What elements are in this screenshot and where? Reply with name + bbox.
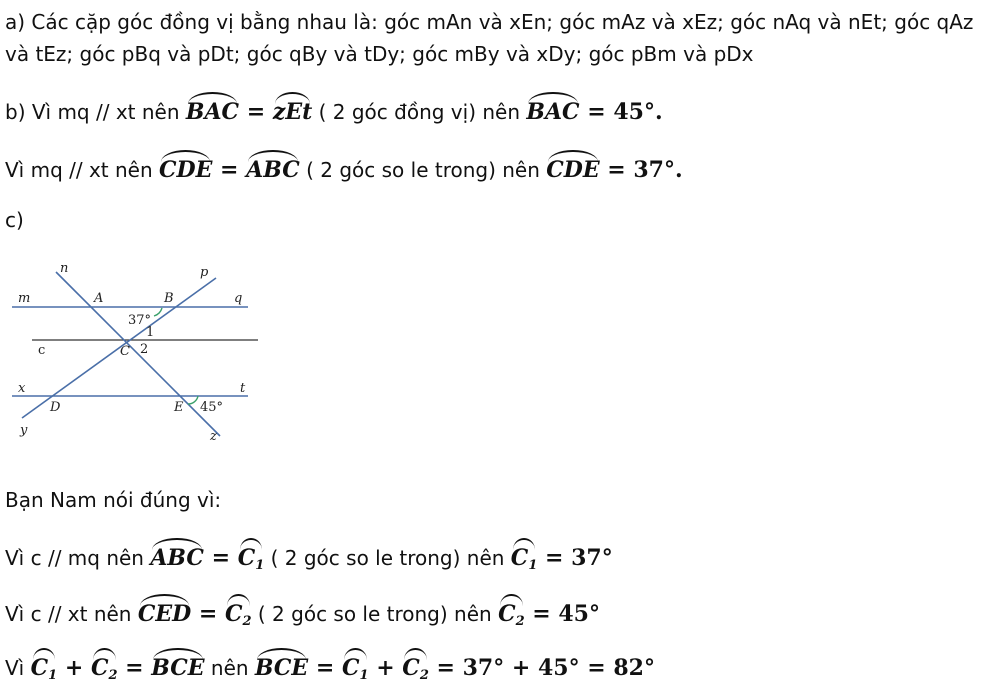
angle-bac: BAC	[186, 92, 239, 126]
angle-ced: CED	[138, 594, 191, 628]
angle-c1	[342, 648, 369, 690]
sub: 2	[108, 668, 118, 683]
label-b: B	[164, 291, 174, 306]
text: ( 2 góc so le trong) nên	[299, 158, 547, 182]
c: C	[237, 545, 256, 571]
part-b-line-2	[5, 150, 683, 184]
plus: +	[368, 655, 403, 681]
geometry-figure	[8, 258, 258, 448]
value: = 37°	[537, 545, 613, 571]
angle-zet: zEt	[273, 92, 312, 126]
sub: 1	[359, 668, 369, 683]
label-d: D	[50, 400, 61, 415]
label-c-line: c	[38, 343, 46, 358]
part-b-line-1	[5, 92, 663, 126]
c: C	[341, 655, 360, 681]
label-x: x	[18, 381, 26, 396]
label-2: 2	[140, 342, 149, 357]
angle-c2	[91, 648, 118, 690]
equals: =	[239, 99, 273, 125]
equals: =	[203, 545, 238, 571]
text: Vì mq // xt nên	[5, 158, 160, 182]
text: Vì	[5, 656, 31, 680]
part-a-line-1: a) Các cặp góc đồng vị bằng nhau là: góc mAn và xEn; góc mAz và xEz; góc nAq và nEt; góc qAz	[5, 10, 974, 34]
label-angle-37: 37°	[128, 313, 152, 328]
answer-line-3	[5, 648, 655, 690]
label-z: z	[210, 429, 217, 444]
angle-cde: CDE	[546, 150, 599, 184]
label-y: y	[20, 423, 28, 438]
angle-c1	[238, 538, 265, 580]
line-nz	[56, 272, 220, 436]
angle-c1	[511, 538, 538, 580]
c: C	[498, 601, 516, 627]
sub: 2	[515, 614, 525, 629]
text: Vì c // xt nên	[5, 602, 138, 626]
angle-c2	[498, 594, 525, 636]
angle-c2	[402, 648, 429, 690]
answer-line-1	[5, 538, 613, 580]
angle-bce: BCE	[151, 648, 204, 682]
angle-45-mark	[188, 396, 198, 404]
angle-37-mark	[154, 308, 162, 316]
angle-c2	[225, 594, 252, 636]
angle-abc: ABC	[150, 538, 204, 572]
equals: =	[212, 157, 247, 183]
label-t: t	[240, 381, 246, 396]
sub: 1	[255, 558, 265, 573]
equals: =	[117, 655, 152, 681]
text: ( 2 góc so le trong) nên	[264, 546, 511, 570]
label-1: 1	[146, 325, 155, 340]
value: = 45°.	[579, 99, 663, 125]
sub: 2	[419, 668, 429, 683]
label-q: q	[234, 291, 243, 306]
sub: 1	[528, 558, 538, 573]
angle-bce: BCE	[255, 648, 308, 682]
answer-line-2	[5, 594, 600, 636]
label-angle-45: 45°	[200, 400, 224, 415]
text: Vì c // mq nên	[5, 546, 151, 570]
text: b) Vì mq // xt nên	[5, 100, 186, 124]
label-a: A	[94, 291, 104, 306]
c: C	[224, 601, 243, 627]
c: C	[90, 655, 109, 681]
angle-bac: BAC	[526, 92, 579, 126]
part-c-label: c)	[5, 208, 24, 232]
value: = 45°	[524, 601, 600, 627]
angle-c1	[31, 648, 58, 690]
line-py	[22, 278, 216, 418]
label-m: m	[18, 291, 31, 306]
equals: =	[308, 655, 342, 681]
label-e: E	[174, 400, 184, 415]
equals: =	[191, 601, 225, 627]
answer-intro: Bạn Nam nói đúng vì:	[5, 488, 222, 512]
value: = 37°.	[599, 157, 683, 183]
part-a-line-2: và tEz; góc pBq và pDt; góc qBy và tDy; góc mBy và xDy; góc pBm và pDx	[5, 42, 754, 66]
c: C	[510, 545, 529, 571]
plus: +	[57, 655, 91, 681]
label-c-point: C	[120, 344, 130, 359]
text: nên	[204, 656, 255, 680]
sub: 2	[242, 614, 252, 629]
text: ( 2 góc đồng vị) nên	[312, 100, 527, 124]
text: ( 2 góc so le trong) nên	[251, 602, 499, 626]
c: C	[30, 655, 49, 681]
label-n: n	[60, 261, 69, 276]
angle-cde: CDE	[159, 150, 212, 184]
value: = 37° + 45° = 82°	[428, 655, 655, 681]
c: C	[402, 655, 420, 681]
angle-abc: ABC	[246, 150, 300, 184]
label-p: p	[200, 265, 209, 280]
sub: 1	[48, 668, 58, 683]
